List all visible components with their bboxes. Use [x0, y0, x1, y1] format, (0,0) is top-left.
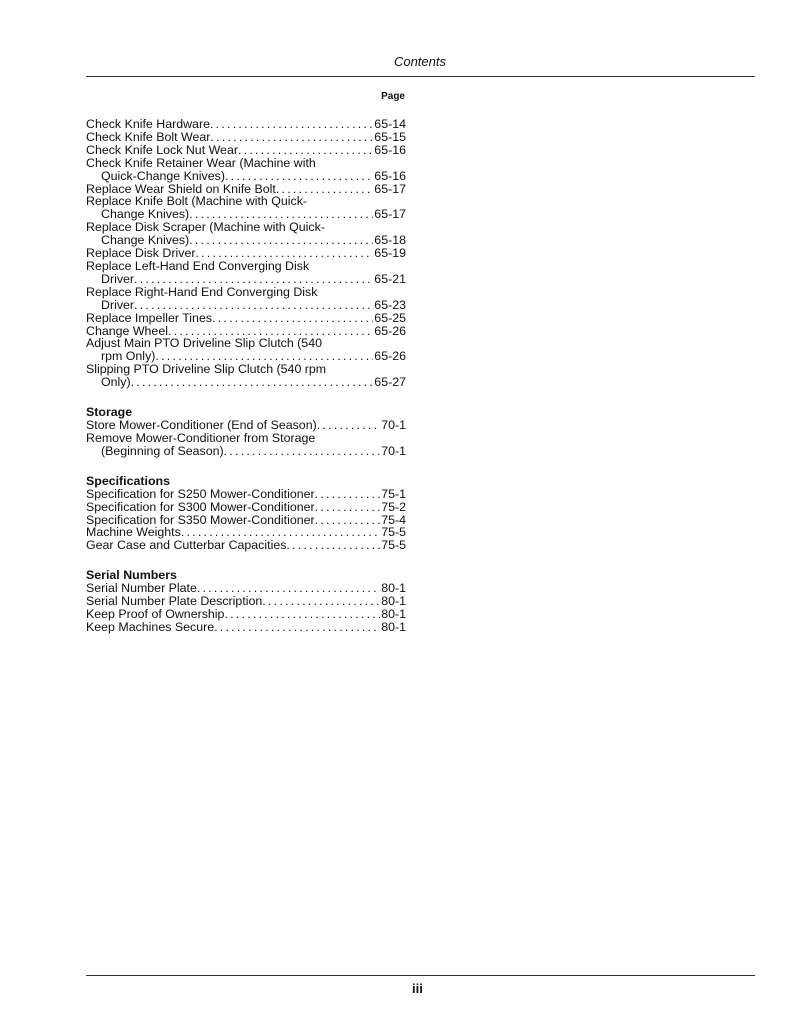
toc-entry-page: 65-25 — [374, 310, 406, 325]
toc-entry-page: 75-2 — [381, 499, 406, 514]
toc-entry-page: 65-18 — [374, 233, 406, 248]
toc-entry-page: 70-1 — [381, 418, 406, 433]
toc-entry-title: (Beginning of Season) — [101, 443, 224, 458]
toc-entry-line: Replace Disk Scraper (Machine with Quick- — [86, 220, 325, 235]
dot-leader — [134, 299, 373, 312]
section-title-specifications: Specifications — [86, 473, 171, 488]
dot-leader — [210, 131, 373, 144]
toc-entry-title: Change Knives) — [101, 207, 190, 222]
toc-entry — [86, 312, 406, 325]
toc-entry-line: Replace Right-Hand End Converging Disk — [86, 284, 318, 299]
header-title: Contents — [393, 54, 446, 69]
toc-entry-title: rpm Only) — [101, 349, 156, 364]
toc-entry — [86, 501, 406, 514]
toc-entry-page: 75-1 — [381, 486, 406, 501]
toc-entry-page: 65-17 — [374, 181, 406, 196]
toc-entry-title: Specification for S300 Mower-Conditioner — [86, 499, 315, 514]
toc-entry — [86, 488, 406, 501]
toc-entry-page: 80-1 — [381, 581, 406, 596]
toc-entry-line: Check Knife Retainer Wear (Machine with — [86, 155, 316, 170]
toc-entry-title: Serial Number Plate — [86, 581, 197, 596]
toc-entry-page: 65-26 — [374, 349, 406, 364]
toc-entry-page: 75-5 — [381, 525, 406, 540]
dot-leader — [134, 273, 373, 286]
toc-entry-title: Serial Number Plate Description — [86, 594, 263, 609]
toc-entry-title: Check Knife Hardware — [86, 117, 210, 131]
toc-entry-page: 65-15 — [374, 129, 406, 144]
toc-entry-page: 65-26 — [374, 323, 406, 338]
toc-entry-title: Machine Weights — [86, 525, 181, 540]
toc-entry-page: 65-21 — [374, 271, 406, 286]
toc-entry-title: Specification for S350 Mower-Conditioner — [86, 512, 315, 527]
toc-entry — [86, 621, 406, 634]
header-rule — [86, 76, 755, 77]
dot-leader — [210, 118, 373, 131]
section-title-storage: Storage — [86, 405, 133, 420]
dot-leader — [238, 144, 373, 157]
toc-entry-page: 65-14 — [374, 117, 406, 131]
toc-entry — [86, 419, 406, 432]
toc-group-serial-numbers — [86, 582, 406, 634]
page-number: iii — [412, 981, 423, 996]
section-title-serial-numbers: Serial Numbers — [86, 568, 177, 583]
toc-entry-page: 75-5 — [381, 538, 406, 553]
toc-entry-title: Replace Impeller Tines — [86, 310, 213, 325]
toc-entry-title: Replace Disk Driver — [86, 246, 196, 261]
dot-leader — [286, 539, 380, 552]
dot-leader — [315, 488, 381, 501]
dot-leader — [315, 501, 381, 514]
footer-rule — [86, 975, 755, 976]
toc-entry-page: 65-27 — [374, 375, 406, 390]
toc-entry — [86, 299, 406, 312]
dot-leader — [315, 514, 381, 527]
toc-entry — [86, 170, 406, 183]
toc-entry-title: Quick-Change Knives) — [101, 168, 225, 183]
toc-entry-title: Keep Proof of Ownership — [86, 607, 225, 622]
toc-entry — [86, 376, 406, 389]
dot-leader — [317, 419, 380, 432]
dot-leader — [212, 312, 373, 325]
toc-entry-title: Gear Case and Cutterbar Capacities — [86, 538, 287, 553]
toc-entry — [86, 539, 406, 552]
toc-entry-line: Remove Mower-Conditioner from Storage — [86, 430, 316, 445]
toc-entry-title: Driver — [101, 271, 135, 286]
toc-entry-page: 75-4 — [381, 512, 406, 527]
dot-leader — [224, 608, 380, 621]
toc-group-specifications — [86, 488, 406, 553]
toc-group-intro — [86, 118, 406, 389]
toc-entry-title: Check Knife Bolt Wear — [86, 129, 211, 144]
page-column-label: Page — [381, 91, 405, 102]
toc-entry-title: Store Mower-Conditioner (End of Season) — [86, 418, 317, 433]
toc-entry-page: 80-1 — [381, 594, 406, 609]
toc-entry-page: 65-23 — [374, 297, 406, 312]
toc-entry-title: Replace Wear Shield on Knife Bolt — [86, 181, 276, 196]
toc-entry-title: Only) — [101, 375, 131, 390]
toc-entry-page: 65-16 — [374, 142, 406, 157]
toc-entry-page: 80-1 — [381, 620, 406, 634]
dot-leader — [131, 376, 374, 389]
toc-entry-title: Change Wheel — [86, 323, 168, 338]
toc-entry-title: Driver — [101, 297, 135, 312]
table-of-contents — [86, 118, 406, 634]
toc-entry — [86, 131, 406, 144]
toc-entry-line: Replace Knife Bolt (Machine with Quick- — [86, 194, 308, 209]
toc-entry-page: 65-17 — [374, 207, 406, 222]
toc-entry — [86, 445, 406, 458]
toc-entry-page: 65-16 — [374, 168, 406, 183]
toc-entry — [86, 118, 406, 131]
toc-entry-line: Adjust Main PTO Driveline Slip Clutch (540 — [86, 336, 322, 351]
toc-entry-title: Specification for S250 Mower-Conditioner — [86, 486, 315, 501]
toc-entry-line: Slipping PTO Driveline Slip Clutch (540 rpm — [86, 362, 327, 377]
toc-entry — [86, 273, 406, 286]
dot-leader — [224, 445, 381, 458]
dot-leader — [214, 621, 380, 634]
toc-entry-title: Keep Machines Secure — [86, 620, 215, 634]
toc-entry-page: 80-1 — [381, 607, 406, 622]
toc-entry-line: Replace Left-Hand End Converging Disk — [86, 258, 310, 273]
dot-leader — [262, 595, 380, 608]
toc-entry-title: Change Knives) — [101, 233, 190, 248]
toc-group-storage — [86, 419, 406, 458]
dot-leader — [225, 170, 373, 183]
dot-leader — [189, 234, 373, 247]
toc-entry-page: 70-1 — [381, 443, 406, 458]
toc-entry-title: Check Knife Lock Nut Wear — [86, 142, 238, 157]
toc-entry — [86, 144, 406, 157]
toc-entry-page: 65-19 — [374, 246, 406, 261]
